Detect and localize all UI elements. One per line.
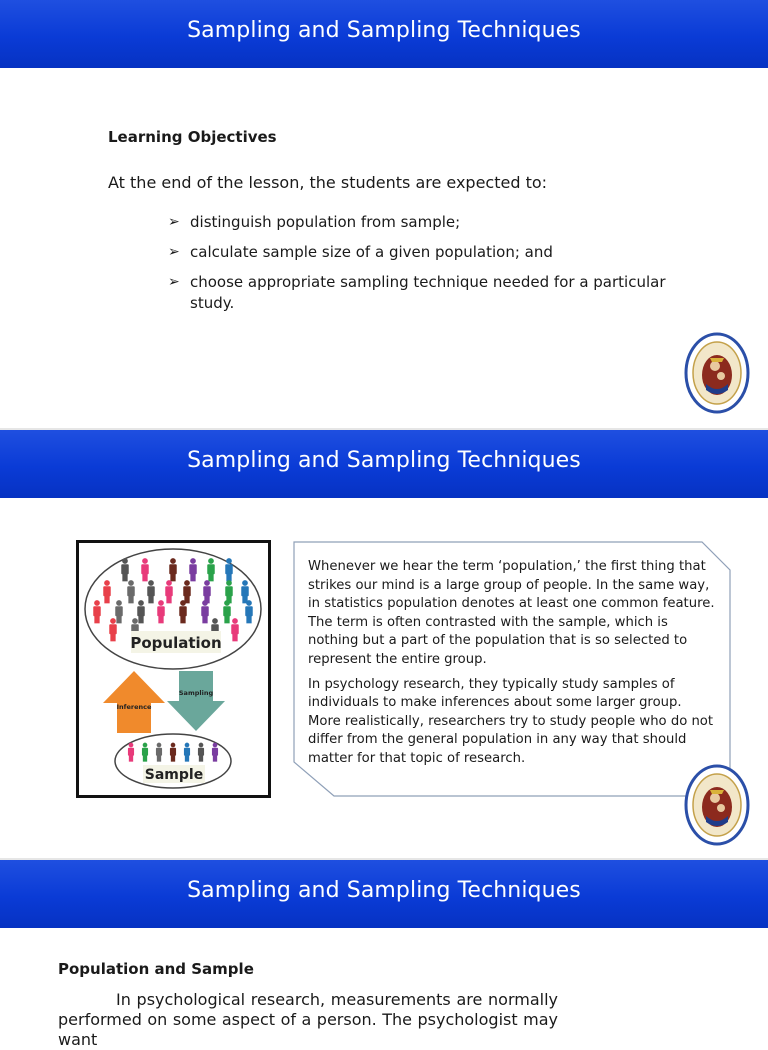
list-item <box>168 272 688 314</box>
slide-2-title-banner <box>0 430 768 498</box>
person-icon <box>231 618 238 641</box>
person-icon <box>165 580 172 603</box>
person-icon <box>103 580 110 603</box>
person-icon <box>93 600 100 623</box>
population-sample-figure <box>76 540 271 798</box>
person-icon <box>212 743 218 762</box>
objective-text: distinguish population from sample; <box>190 213 461 231</box>
slide-1 <box>0 0 768 428</box>
objective-text: choose appropriate sampling technique needed for a particular study. <box>190 273 666 312</box>
list-item <box>168 212 688 233</box>
population-and-sample-heading: Population and Sample <box>58 960 254 978</box>
person-icon <box>198 743 204 762</box>
slide-3-title-banner <box>0 860 768 928</box>
inference-arrow-icon <box>103 671 165 733</box>
person-icon <box>207 558 214 581</box>
university-seal-icon <box>684 764 750 846</box>
person-icon <box>183 580 190 603</box>
person-icon <box>201 600 208 623</box>
arrow-bullet-icon: ➢ <box>168 214 180 230</box>
person-icon <box>128 743 134 762</box>
list-item <box>168 242 688 263</box>
arrow-bullet-icon: ➢ <box>168 274 180 290</box>
population-text-panel <box>292 540 732 798</box>
person-icon <box>141 558 148 581</box>
text-panel-content <box>308 558 718 775</box>
person-icon <box>109 618 116 641</box>
person-icon <box>147 580 154 603</box>
objective-text: calculate sample size of a given population; and <box>190 243 553 261</box>
person-icon <box>156 743 162 762</box>
learning-objectives-heading: Learning Objectives <box>108 128 277 146</box>
inference-label: Inference <box>116 703 152 711</box>
sampling-label: Sampling <box>178 689 214 697</box>
person-icon <box>223 600 230 623</box>
person-icon <box>225 580 232 603</box>
slide-1-title-banner <box>0 0 768 68</box>
person-icon <box>241 580 248 603</box>
person-icon <box>245 600 252 623</box>
population-sample-diagram <box>79 543 268 795</box>
population-label: Population <box>130 634 222 652</box>
population-paragraph: Whenever we hear the term ‘population,’ the first thing that strikes our mind is a large group of people. In the same way, in statistics population denotes at least one common feature. The term is often contrasted with the sample, which is nothing but a part of the population that is so selected to represent the entire group. <box>308 559 715 667</box>
person-icon <box>225 558 232 581</box>
population-and-sample-paragraph: In psychological research, measurements are normally performed on some aspect of a person. The psychologist may want <box>58 990 558 1049</box>
person-icon <box>115 600 122 623</box>
university-seal-icon <box>684 332 750 414</box>
slide-3-title: Sampling and Sampling Techniques <box>187 878 581 903</box>
person-icon <box>157 600 164 623</box>
person-icon <box>127 580 134 603</box>
person-icon <box>121 558 128 581</box>
person-icon <box>203 580 210 603</box>
person-icon <box>179 600 186 623</box>
person-icon <box>170 743 176 762</box>
person-icon <box>169 558 176 581</box>
person-icon <box>142 743 148 762</box>
arrow-bullet-icon: ➢ <box>168 244 180 260</box>
person-icon <box>189 558 196 581</box>
person-icon <box>137 600 144 623</box>
person-icon <box>184 743 190 762</box>
sample-label: Sample <box>144 767 204 783</box>
sampling-arrow-icon <box>167 671 225 731</box>
objectives-list <box>168 212 688 323</box>
objectives-intro: At the end of the lesson, the students are expected to: <box>108 173 548 192</box>
slide-1-title: Sampling and Sampling Techniques <box>187 18 581 43</box>
psychology-paragraph: In psychology research, they typically study samples of individuals to make inferences about some larger group. More realistically, researchers try to study people who do not differ from the general population in any way that should matter for that topic of research. <box>308 676 714 766</box>
slide-2-title: Sampling and Sampling Techniques <box>187 448 581 473</box>
